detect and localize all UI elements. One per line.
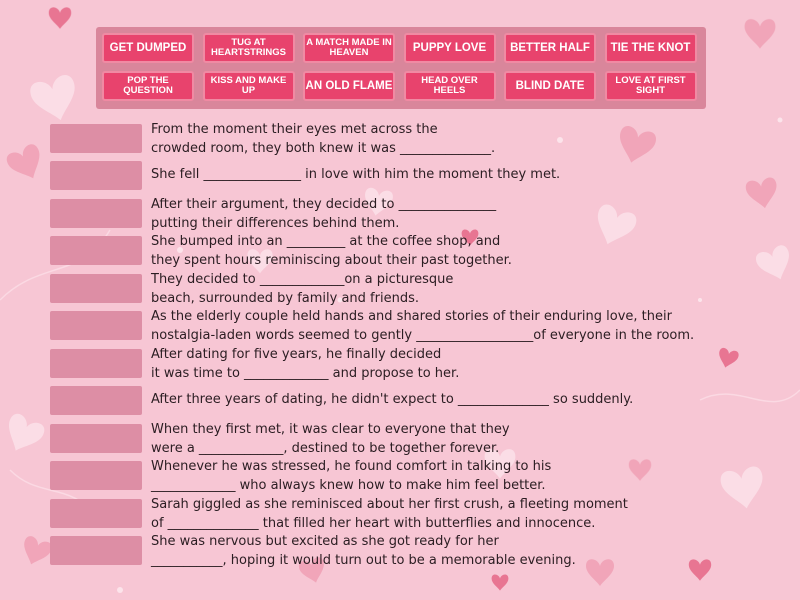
- sentence-line: nostalgia-laden words seemed to gently __________________of everyone in the room.: [151, 327, 695, 343]
- word-tile[interactable]: POP THE QUESTION: [102, 71, 194, 101]
- answer-slot[interactable]: [50, 499, 142, 528]
- word-tile[interactable]: KISS AND MAKE UP: [203, 71, 295, 101]
- sentence: [151, 346, 459, 383]
- word-tile[interactable]: BETTER HALF: [504, 33, 596, 63]
- answer-slot[interactable]: [50, 274, 142, 303]
- answer-slot[interactable]: [50, 161, 142, 190]
- sentence-line: As the elderly couple held hands and shared stories of their enduring love, their: [151, 309, 672, 324]
- sentence: [151, 496, 628, 533]
- word-tile[interactable]: GET DUMPED: [102, 33, 194, 63]
- sentence-line: ___________, hoping it would turn out to be a memorable evening.: [151, 552, 576, 568]
- sentence: [151, 421, 510, 458]
- sentence-line: _____________ who always knew how to make him feel better.: [151, 477, 546, 493]
- word-bank: [96, 27, 706, 109]
- word-tile[interactable]: TUG AT HEARTSTRINGS: [203, 33, 295, 63]
- word-tile[interactable]: A MATCH MADE IN HEAVEN: [303, 33, 395, 63]
- sentence-line: Sarah giggled as she reminisced about her first crush, a fleeting moment: [151, 497, 628, 512]
- sentence-line: After dating for five years, he finally decided: [151, 347, 442, 362]
- sentence-line: When they first met, it was clear to everyone that they: [151, 422, 510, 437]
- answer-slot[interactable]: [50, 461, 142, 490]
- sentence-line: crowded room, they both knew it was ______________.: [151, 140, 496, 156]
- sentence-line: After three years of dating, he didn't expect to ______________ so suddenly.: [151, 392, 634, 407]
- answer-slot[interactable]: [50, 311, 142, 340]
- sentence-line: After their argument, they decided to _______________: [151, 197, 497, 212]
- sentence: [151, 533, 576, 570]
- sentence: [151, 233, 512, 270]
- sentence-line: From the moment their eyes met across the: [151, 122, 438, 137]
- sentence: [151, 166, 560, 185]
- word-tile[interactable]: TIE THE KNOT: [605, 33, 697, 63]
- sentence: [151, 308, 694, 345]
- answer-slot[interactable]: [50, 124, 142, 153]
- sentence-line: they spent hours reminiscing about their past together.: [151, 252, 512, 268]
- answer-slot[interactable]: [50, 236, 142, 265]
- sentence: [151, 458, 551, 495]
- sentence: [151, 271, 453, 308]
- sentence-line: She was nervous but excited as she got ready for her: [151, 534, 499, 549]
- sentence: [151, 196, 496, 233]
- sentence-line: They decided to _____________on a picturesque: [151, 272, 454, 287]
- sentence-line: of ______________ that filled her heart with butterflies and innocence.: [151, 515, 596, 531]
- word-tile[interactable]: LOVE AT FIRST SIGHT: [605, 71, 697, 101]
- sentence-line: She bumped into an _________ at the coffee shop, and: [151, 234, 501, 249]
- answer-slot[interactable]: [50, 424, 142, 453]
- answer-slot[interactable]: [50, 349, 142, 378]
- sentence: [151, 121, 495, 158]
- word-tile[interactable]: BLIND DATE: [504, 71, 596, 101]
- sentence-line: Whenever he was stressed, he found comfort in talking to his: [151, 459, 552, 474]
- word-tile[interactable]: HEAD OVER HEELS: [404, 71, 496, 101]
- answer-slot[interactable]: [50, 536, 142, 565]
- sentence-line: beach, surrounded by family and friends.: [151, 290, 419, 306]
- sentence-line: She fell _______________ in love with him the moment they met.: [151, 167, 561, 182]
- answer-slot[interactable]: [50, 199, 142, 228]
- sentence-line: putting their differences behind them.: [151, 215, 400, 231]
- word-tile[interactable]: PUPPY LOVE: [404, 33, 496, 63]
- answer-slot[interactable]: [50, 386, 142, 415]
- sentence-line: were a _____________, destined to be together forever.: [151, 440, 500, 456]
- word-tile[interactable]: AN OLD FLAME: [303, 71, 395, 101]
- sentence: [151, 391, 633, 410]
- sentence-line: it was time to _____________ and propose to her.: [151, 365, 460, 381]
